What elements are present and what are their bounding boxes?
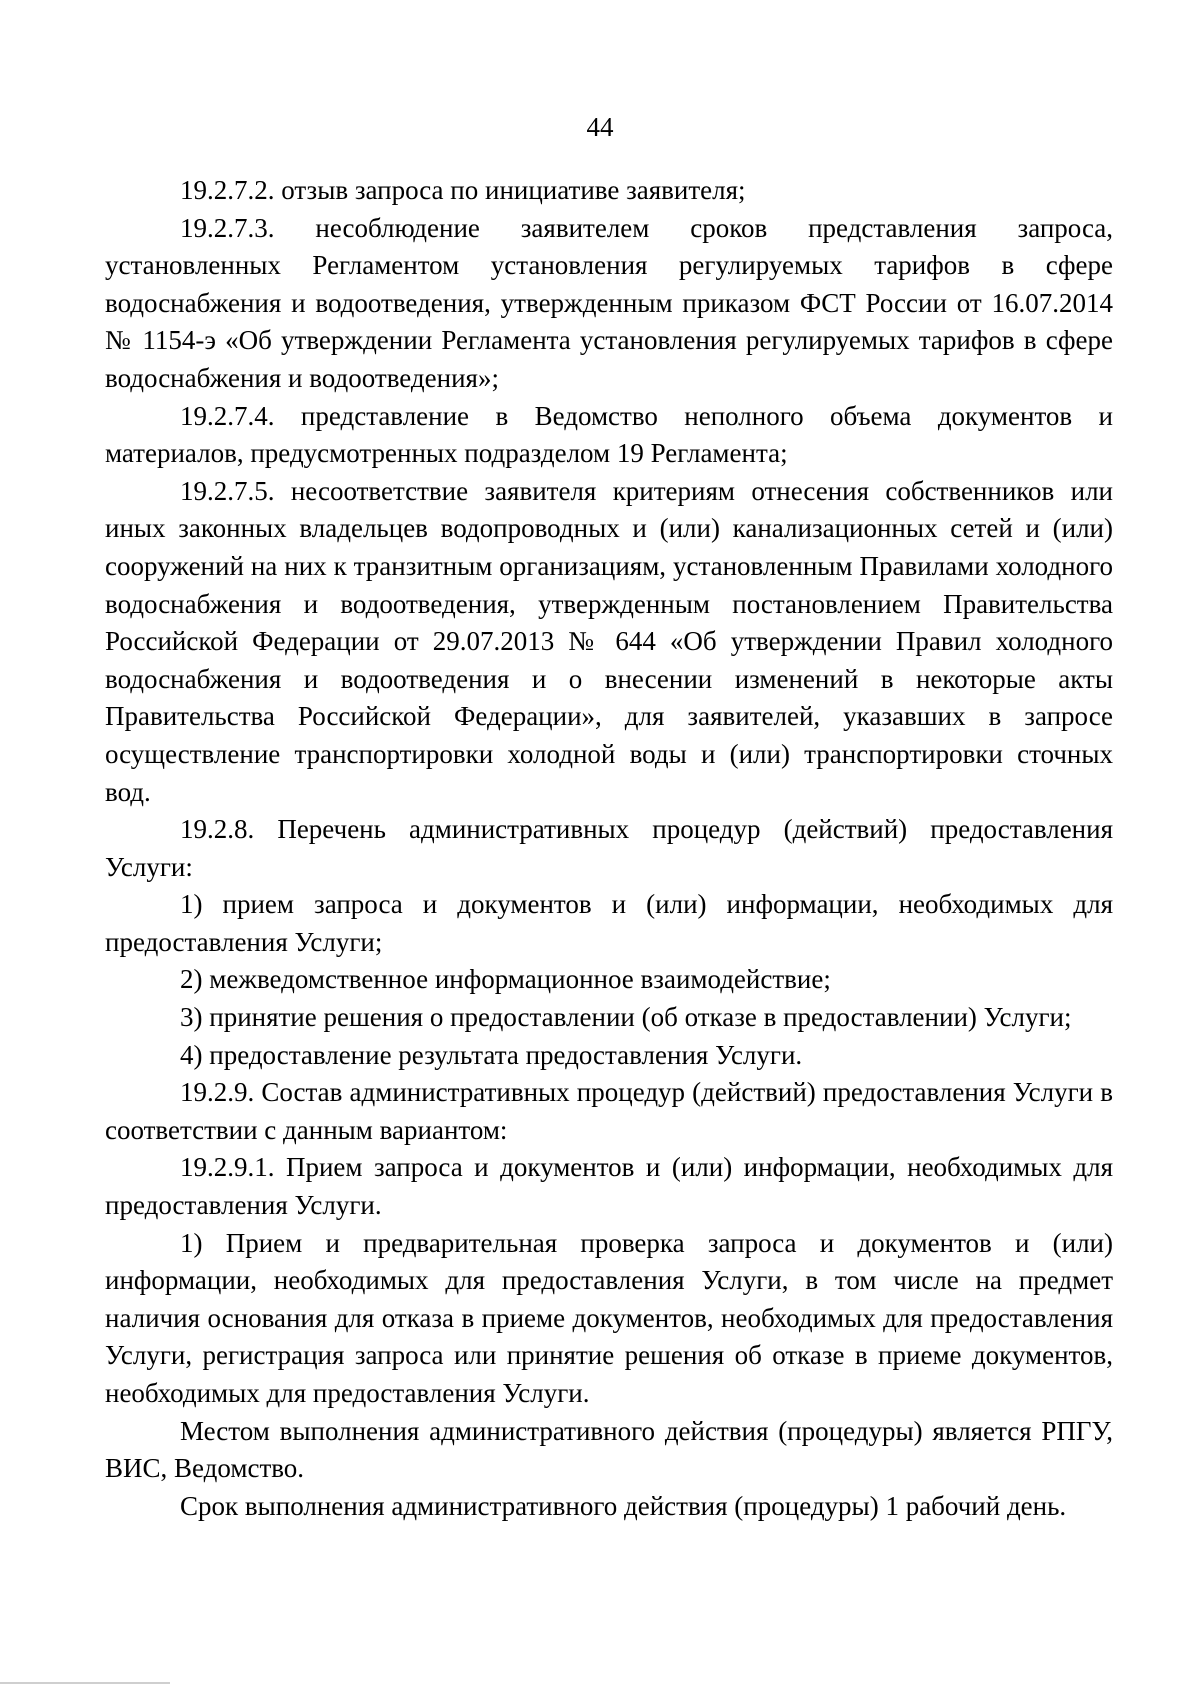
- paragraph-19-2-9: 19.2.9. Состав административных процедур (действий) предоставления Услуги в соответствии с данным вариантом:: [105, 1077, 1113, 1145]
- document-body: [105, 172, 1113, 1525]
- list-item-1: 1) прием запроса и документов и (или) информации, необходимых для предоставления Услуги;: [105, 889, 1113, 957]
- procedure-step-1: 1) Прием и предварительная проверка запроса и документов и (или) информации, необходимых для предоставления Услуги, в том числе на предмет наличия основания для отказа в приеме документов, необходимых для предоставления Услуги, регистрация запроса или принятие решения об отказе в приеме документов, необходимых для предоставления Услуги.: [105, 1227, 1113, 1408]
- paragraph-19-2-7-3: 19.2.7.3. несоблюдение заявителем сроков представления запроса, установленных Регламентом установления регулируемых тарифов в сфере водоснабжения и водоотведения, утвержденным приказом ФСТ России от 16.07.2014 № 1154-э «Об утверждении Регламента установления регулируемых тарифов в сфере водоснабжения и водоотведения»;: [105, 212, 1113, 393]
- paragraph-19-2-7-4: 19.2.7.4. представление в Ведомство неполного объема документов и материалов, предусмотренных подразделом 19 Регламента;: [105, 400, 1113, 469]
- procedure-place: Местом выполнения административного действия (процедуры) является РПГУ, ВИС, Ведомство.: [105, 1415, 1113, 1484]
- paragraph-19-2-8: 19.2.8. Перечень административных процедур (действий) предоставления Услуги:: [105, 814, 1113, 882]
- list-item-2: 2) межведомственное информационное взаимодействие;: [180, 964, 831, 995]
- paragraph-19-2-7-2: 19.2.7.2. отзыв запроса по инициативе заявителя;: [180, 175, 746, 205]
- list-item-4: 4) предоставление результата предоставления Услуги.: [180, 1039, 803, 1070]
- list-item-3: 3) принятие решения о предоставлении (об отказе в предоставлении) Услуги;: [180, 1002, 1072, 1033]
- paragraph-19-2-7-5: 19.2.7.5. несоответствие заявителя критериям отнесения собственников или иных законных владельцев водопроводных и (или) канализационных сетей и (или) сооружений на них к транзитным организациям, установленным Правилами холодного водоснабжения и водоотведения, утвержденным постановлением Правительства Российской Федерации от 29.07.2013 № 644 «Об утверждении Правил холодного водоснабжения и водоотведения и о внесении изменений в некоторые акты Правительства Российской Федерации», для заявителей, указавших в запросе осуществление транспортировки холодной воды и (или) транспортировки сточных вод.: [105, 475, 1113, 807]
- scan-edge-line: [0, 1682, 170, 1684]
- paragraph-19-2-9-1: 19.2.9.1. Прием запроса и документов и (или) информации, необходимых для предоставления Услуги.: [105, 1152, 1113, 1221]
- page-number: 44: [586, 112, 614, 142]
- procedure-term: Срок выполнения административного действия (процедуры) 1 рабочий день.: [180, 1490, 1067, 1521]
